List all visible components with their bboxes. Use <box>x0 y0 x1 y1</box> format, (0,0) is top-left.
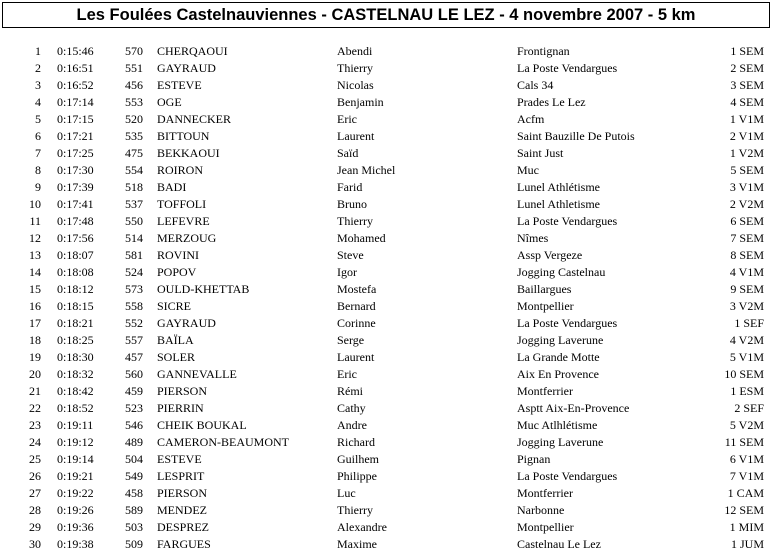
club-cell: Lunel Athlétisme <box>517 180 600 194</box>
category-cell: 5 V2M <box>729 418 764 432</box>
club-cell: La Poste Vendargues <box>517 61 618 75</box>
time-cell: 0:18:30 <box>57 350 94 364</box>
club-cell: La Poste Vendargues <box>517 214 618 228</box>
time-cell: 0:16:51 <box>57 61 94 75</box>
time-cell: 0:18:15 <box>57 299 94 313</box>
category-cell: 7 SEM <box>730 231 764 245</box>
category-cell: 1 MIM <box>729 520 764 534</box>
bib-cell: 581 <box>125 248 143 262</box>
time-cell: 0:19:14 <box>57 452 94 466</box>
first-name-cell: Guilhem <box>337 452 379 466</box>
category-cell: 7 V1M <box>729 469 764 483</box>
category-cell: 11 SEM <box>724 435 764 449</box>
first-name-cell: Richard <box>337 435 375 449</box>
last-name-cell: GANNEVALLE <box>157 367 237 381</box>
rank-cell: 29 <box>29 520 41 534</box>
last-name-cell: MENDEZ <box>157 503 207 517</box>
bib-cell: 458 <box>125 486 143 500</box>
time-cell: 0:18:08 <box>57 265 94 279</box>
rank-cell: 26 <box>29 469 41 483</box>
time-cell: 0:19:38 <box>57 537 94 551</box>
time-cell: 0:17:15 <box>57 112 94 126</box>
last-name-cell: GAYRAUD <box>157 316 216 330</box>
last-name-cell: TOFFOLI <box>157 197 207 211</box>
results-table <box>0 43 776 553</box>
first-name-cell: Corinne <box>337 316 376 330</box>
category-cell: 1 V2M <box>729 146 764 160</box>
first-name-cell: Alexandre <box>337 520 387 534</box>
rank-cell: 6 <box>35 129 41 143</box>
bib-cell: 557 <box>125 333 143 347</box>
time-cell: 0:17:14 <box>57 95 94 109</box>
first-name-cell: Thierry <box>337 61 373 75</box>
bib-cell: 570 <box>125 44 143 58</box>
club-cell: Jogging Laverune <box>517 435 604 449</box>
last-name-cell: BITTOUN <box>157 129 210 143</box>
bib-cell: 456 <box>125 78 143 92</box>
table-row <box>0 196 776 213</box>
first-name-cell: Luc <box>337 486 356 500</box>
first-name-cell: Bernard <box>337 299 376 313</box>
time-cell: 0:19:21 <box>57 469 94 483</box>
time-cell: 0:18:21 <box>57 316 94 330</box>
bib-cell: 589 <box>125 503 143 517</box>
club-cell: La Poste Vendargues <box>517 316 618 330</box>
first-name-cell: Laurent <box>337 350 375 364</box>
time-cell: 0:17:25 <box>57 146 94 160</box>
rank-cell: 12 <box>29 231 41 245</box>
table-row <box>0 485 776 502</box>
last-name-cell: CAMERON-BEAUMONT <box>157 435 289 449</box>
category-cell: 4 V2M <box>729 333 764 347</box>
rank-cell: 11 <box>29 214 41 228</box>
category-cell: 2 V2M <box>729 197 764 211</box>
club-cell: Jogging Laverune <box>517 333 604 347</box>
time-cell: 0:19:36 <box>57 520 94 534</box>
bib-cell: 523 <box>125 401 143 415</box>
club-cell: Pignan <box>517 452 551 466</box>
bib-cell: 504 <box>125 452 143 466</box>
club-cell: Cals 34 <box>517 78 554 92</box>
category-cell: 1 ESM <box>730 384 764 398</box>
time-cell: 0:17:48 <box>57 214 94 228</box>
rank-cell: 5 <box>35 112 41 126</box>
first-name-cell: Abendi <box>337 44 373 58</box>
rank-cell: 28 <box>29 503 41 517</box>
bib-cell: 509 <box>125 537 143 551</box>
bib-cell: 457 <box>125 350 143 364</box>
bib-cell: 503 <box>125 520 143 534</box>
table-row <box>0 94 776 111</box>
table-row <box>0 162 776 179</box>
club-cell: Montferrier <box>517 486 573 500</box>
category-cell: 1 V1M <box>729 112 764 126</box>
table-row <box>0 77 776 94</box>
bib-cell: 520 <box>125 112 143 126</box>
club-cell: Nîmes <box>517 231 549 245</box>
last-name-cell: GAYRAUD <box>157 61 216 75</box>
rank-cell: 20 <box>29 367 41 381</box>
table-row <box>0 451 776 468</box>
time-cell: 0:15:46 <box>57 44 94 58</box>
first-name-cell: Bruno <box>337 197 367 211</box>
category-cell: 3 V1M <box>729 180 764 194</box>
bib-cell: 518 <box>125 180 143 194</box>
rank-cell: 10 <box>29 197 41 211</box>
first-name-cell: Mostefa <box>337 282 377 296</box>
last-name-cell: BEKKAOUI <box>157 146 220 160</box>
last-name-cell: LESPRIT <box>157 469 205 483</box>
table-row <box>0 128 776 145</box>
first-name-cell: Laurent <box>337 129 375 143</box>
rank-cell: 1 <box>35 44 41 58</box>
rank-cell: 24 <box>29 435 41 449</box>
table-row <box>0 43 776 60</box>
first-name-cell: Nicolas <box>337 78 374 92</box>
rank-cell: 18 <box>29 333 41 347</box>
first-name-cell: Serge <box>337 333 365 347</box>
last-name-cell: DESPREZ <box>157 520 210 534</box>
category-cell: 4 V1M <box>729 265 764 279</box>
table-row <box>0 417 776 434</box>
club-cell: Montpellier <box>517 520 574 534</box>
category-cell: 4 SEM <box>730 95 764 109</box>
club-cell: Castelnau Le Lez <box>517 537 601 551</box>
last-name-cell: PIERSON <box>157 384 208 398</box>
club-cell: Muc <box>517 163 539 177</box>
bib-cell: 550 <box>125 214 143 228</box>
bib-cell: 551 <box>125 61 143 75</box>
table-row <box>0 145 776 162</box>
bib-cell: 475 <box>125 146 143 160</box>
last-name-cell: SOLER <box>157 350 196 364</box>
rank-cell: 15 <box>29 282 41 296</box>
table-row <box>0 179 776 196</box>
club-cell: Assp Vergeze <box>517 248 583 262</box>
first-name-cell: Jean Michel <box>337 163 396 177</box>
time-cell: 0:17:39 <box>57 180 94 194</box>
table-row <box>0 383 776 400</box>
table-row <box>0 468 776 485</box>
table-row <box>0 264 776 281</box>
table-row <box>0 400 776 417</box>
bib-cell: 558 <box>125 299 143 313</box>
category-cell: 1 SEM <box>730 44 764 58</box>
club-cell: Acfm <box>517 112 545 126</box>
club-cell: Saint Just <box>517 146 564 160</box>
bib-cell: 573 <box>125 282 143 296</box>
first-name-cell: Farid <box>337 180 363 194</box>
category-cell: 12 SEM <box>724 503 764 517</box>
table-row <box>0 60 776 77</box>
table-row <box>0 213 776 230</box>
last-name-cell: DANNECKER <box>157 112 231 126</box>
last-name-cell: PIERSON <box>157 486 208 500</box>
rank-cell: 9 <box>35 180 41 194</box>
category-cell: 2 SEM <box>730 61 764 75</box>
time-cell: 0:17:30 <box>57 163 94 177</box>
club-cell: Saint Bauzille De Putois <box>517 129 635 143</box>
table-row <box>0 298 776 315</box>
first-name-cell: Benjamin <box>337 95 384 109</box>
time-cell: 0:17:56 <box>57 231 94 245</box>
last-name-cell: MERZOUG <box>157 231 217 245</box>
first-name-cell: Saïd <box>337 146 359 160</box>
club-cell: Aix En Provence <box>517 367 599 381</box>
bib-cell: 459 <box>125 384 143 398</box>
bib-cell: 553 <box>125 95 143 109</box>
club-cell: Narbonne <box>517 503 565 517</box>
category-cell: 1 CAM <box>727 486 764 500</box>
category-cell: 2 SEF <box>734 401 764 415</box>
rank-cell: 2 <box>35 61 41 75</box>
time-cell: 0:19:11 <box>57 418 94 432</box>
club-cell: Prades Le Lez <box>517 95 586 109</box>
category-cell: 8 SEM <box>730 248 764 262</box>
bib-cell: 489 <box>125 435 143 449</box>
category-cell: 5 V1M <box>729 350 764 364</box>
time-cell: 0:17:21 <box>57 129 94 143</box>
club-cell: Asptt Aix-En-Provence <box>517 401 630 415</box>
first-name-cell: Igor <box>337 265 357 279</box>
category-cell: 5 SEM <box>730 163 764 177</box>
time-cell: 0:19:26 <box>57 503 94 517</box>
club-cell: Baillargues <box>517 282 572 296</box>
last-name-cell: OGE <box>157 95 182 109</box>
table-row <box>0 502 776 519</box>
last-name-cell: ESTEVE <box>157 452 202 466</box>
bib-cell: 535 <box>125 129 143 143</box>
category-cell: 2 V1M <box>729 129 764 143</box>
bib-cell: 514 <box>125 231 143 245</box>
rank-cell: 16 <box>29 299 41 313</box>
last-name-cell: OULD-KHETTAB <box>157 282 250 296</box>
club-cell: La Grande Motte <box>517 350 600 364</box>
first-name-cell: Andre <box>337 418 367 432</box>
rank-cell: 4 <box>35 95 41 109</box>
time-cell: 0:18:25 <box>57 333 94 347</box>
table-row <box>0 111 776 128</box>
first-name-cell: Cathy <box>337 401 366 415</box>
last-name-cell: POPOV <box>157 265 197 279</box>
table-row <box>0 281 776 298</box>
category-cell: 6 V1M <box>729 452 764 466</box>
category-cell: 1 SEF <box>734 316 764 330</box>
first-name-cell: Mohamed <box>337 231 386 245</box>
rank-cell: 3 <box>35 78 41 92</box>
category-cell: 10 SEM <box>724 367 764 381</box>
rank-cell: 14 <box>29 265 41 279</box>
bib-cell: 524 <box>125 265 143 279</box>
first-name-cell: Eric <box>337 367 357 381</box>
bib-cell: 549 <box>125 469 143 483</box>
category-cell: 3 SEM <box>730 78 764 92</box>
table-row <box>0 315 776 332</box>
table-row <box>0 230 776 247</box>
bib-cell: 537 <box>125 197 143 211</box>
club-cell: Muc Atlhlétisme <box>517 418 598 432</box>
last-name-cell: BADI <box>157 180 187 194</box>
club-cell: Jogging Castelnau <box>517 265 606 279</box>
rank-cell: 7 <box>35 146 41 160</box>
bib-cell: 546 <box>125 418 143 432</box>
time-cell: 0:18:07 <box>57 248 94 262</box>
bib-cell: 552 <box>125 316 143 330</box>
last-name-cell: ROIRON <box>157 163 204 177</box>
category-cell: 1 JUM <box>730 537 764 551</box>
last-name-cell: CHERQAOUI <box>157 44 228 58</box>
last-name-cell: LEFEVRE <box>157 214 210 228</box>
club-cell: Lunel Athletisme <box>517 197 600 211</box>
first-name-cell: Eric <box>337 112 357 126</box>
category-cell: 9 SEM <box>730 282 764 296</box>
time-cell: 0:18:42 <box>57 384 94 398</box>
first-name-cell: Steve <box>337 248 364 262</box>
time-cell: 0:18:32 <box>57 367 94 381</box>
time-cell: 0:17:41 <box>57 197 94 211</box>
club-cell: La Poste Vendargues <box>517 469 618 483</box>
last-name-cell: ESTEVE <box>157 78 202 92</box>
last-name-cell: FARGUES <box>157 537 211 551</box>
club-cell: Montferrier <box>517 384 573 398</box>
rank-cell: 27 <box>29 486 41 500</box>
time-cell: 0:16:52 <box>57 78 94 92</box>
first-name-cell: Thierry <box>337 503 373 517</box>
last-name-cell: SICRE <box>157 299 192 313</box>
first-name-cell: Thierry <box>337 214 373 228</box>
bib-cell: 554 <box>125 163 143 177</box>
results-title-box <box>2 2 770 28</box>
first-name-cell: Maxime <box>337 537 377 551</box>
table-row <box>0 434 776 451</box>
last-name-cell: PIERRIN <box>157 401 204 415</box>
category-cell: 6 SEM <box>730 214 764 228</box>
rank-cell: 8 <box>35 163 41 177</box>
last-name-cell: ROVINI <box>157 248 199 262</box>
club-cell: Montpellier <box>517 299 574 313</box>
table-row <box>0 366 776 383</box>
time-cell: 0:19:22 <box>57 486 94 500</box>
rank-cell: 19 <box>29 350 41 364</box>
table-row <box>0 349 776 366</box>
club-cell: Frontignan <box>517 44 570 58</box>
last-name-cell: BAÏLA <box>157 333 194 347</box>
rank-cell: 21 <box>29 384 41 398</box>
table-row <box>0 332 776 349</box>
page-title: Les Foulées Castelnauviennes - CASTELNAU LE LEZ - 4 novembre 2007 - 5 km <box>76 5 696 24</box>
rank-cell: 13 <box>29 248 41 262</box>
last-name-cell: CHEIK BOUKAL <box>157 418 247 432</box>
rank-cell: 25 <box>29 452 41 466</box>
table-row <box>0 247 776 264</box>
rank-cell: 17 <box>29 316 41 330</box>
time-cell: 0:18:12 <box>57 282 94 296</box>
first-name-cell: Rémi <box>337 384 363 398</box>
rank-cell: 23 <box>29 418 41 432</box>
rank-cell: 22 <box>29 401 41 415</box>
table-row <box>0 519 776 536</box>
rank-cell: 30 <box>29 537 41 551</box>
first-name-cell: Philippe <box>337 469 378 483</box>
category-cell: 3 V2M <box>729 299 764 313</box>
time-cell: 0:18:52 <box>57 401 94 415</box>
time-cell: 0:19:12 <box>57 435 94 449</box>
bib-cell: 560 <box>125 367 143 381</box>
table-row <box>0 536 776 553</box>
